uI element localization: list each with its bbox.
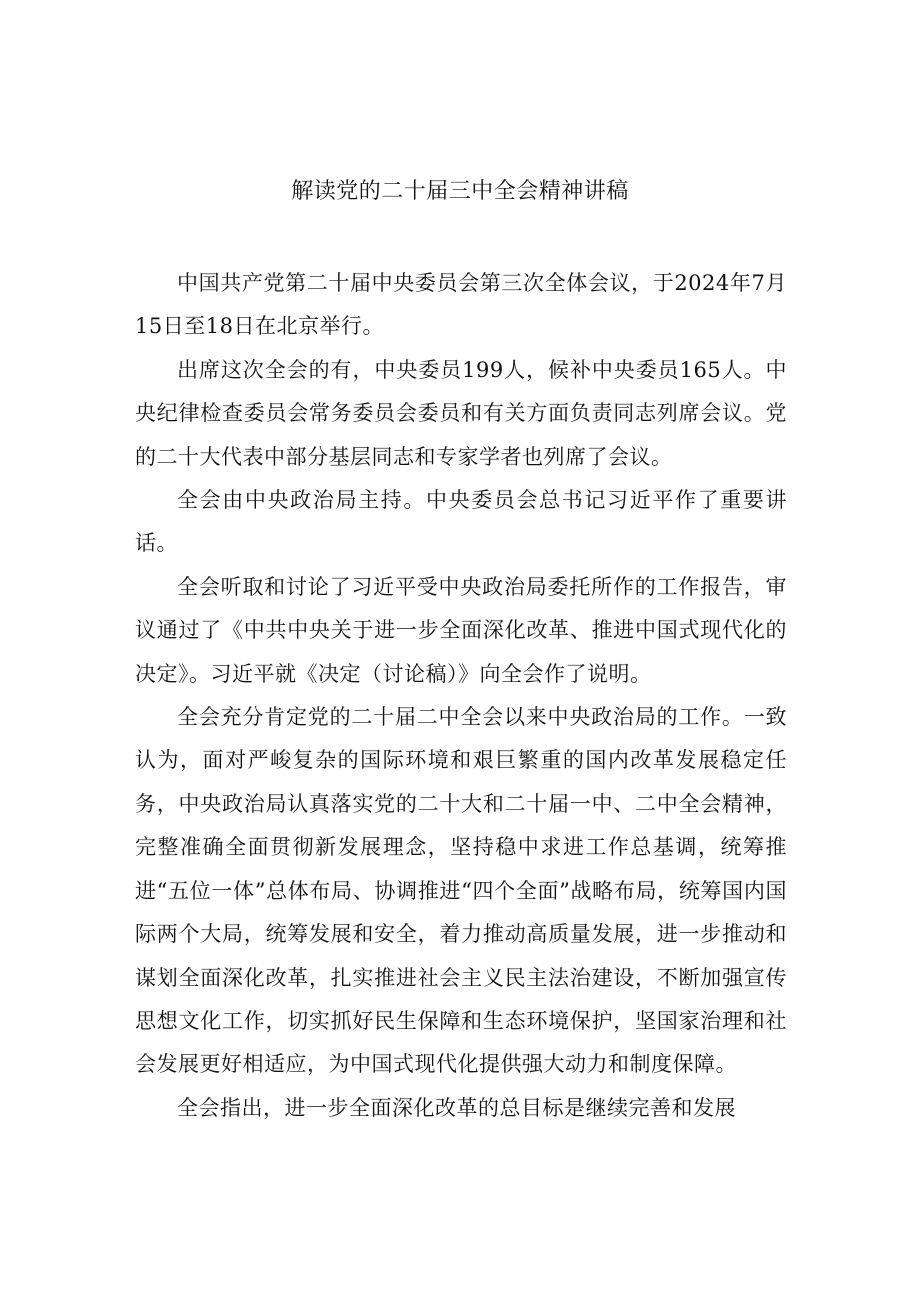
- paragraph: 全会充分肯定党的二十届二中全会以来中央政治局的工作。一致认为，面对严峻复杂的国际环境和艰巨繁重的国内改革发展稳定任务，中央政治局认真落实党的二十大和二十届一中、二中全会精神，完整准确全面贯彻新发展理念，坚持稳中求进工作总基调，统筹推进“五位一体”总体布局、协调推进“四个全面”战略布局，统筹国内国际两个大局，统筹发展和安全，着力推动高质量发展，进一步推动和谋划全面深化改革，扎实推进社会主义民主法治建设，不断加强宣传思想文化工作，切实抓好民生保障和生态环境保护，坚国家治理和社会发展更好相适应，为中国式现代化提供强大动力和制度保障。: [135, 705, 787, 1077]
- document-body: [135, 262, 787, 1130]
- paragraph: 全会由中央政治局主持。中央委员会总书记习近平作了重要讲话。: [135, 488, 787, 556]
- paragraph: 全会指出，进一步全面深化改革的总目标是继续完善和发展: [177, 1095, 736, 1120]
- paragraph: 出席这次全会的有，中央委员199人，候补中央委员165人。中央纪律检查委员会常务委员会委员和有关方面负责同志列席会议。党的二十大代表中部分基层同志和专家学者也列席了会议。: [135, 357, 787, 469]
- paragraph: 全会听取和讨论了习近平受中央政治局委托所作的工作报告，审议通过了《中共中央关于进一步全面深化改革、推进中国式现代化的决定》。习近平就《决定（讨论稿）》向全会作了说明。: [135, 574, 787, 686]
- document-title: 解读党的二十届三中全会精神讲稿: [291, 179, 629, 204]
- paragraph: 中国共产党第二十届中央委员会第三次全体会议，于2024年7月15日至18日在北京举行。: [135, 271, 787, 339]
